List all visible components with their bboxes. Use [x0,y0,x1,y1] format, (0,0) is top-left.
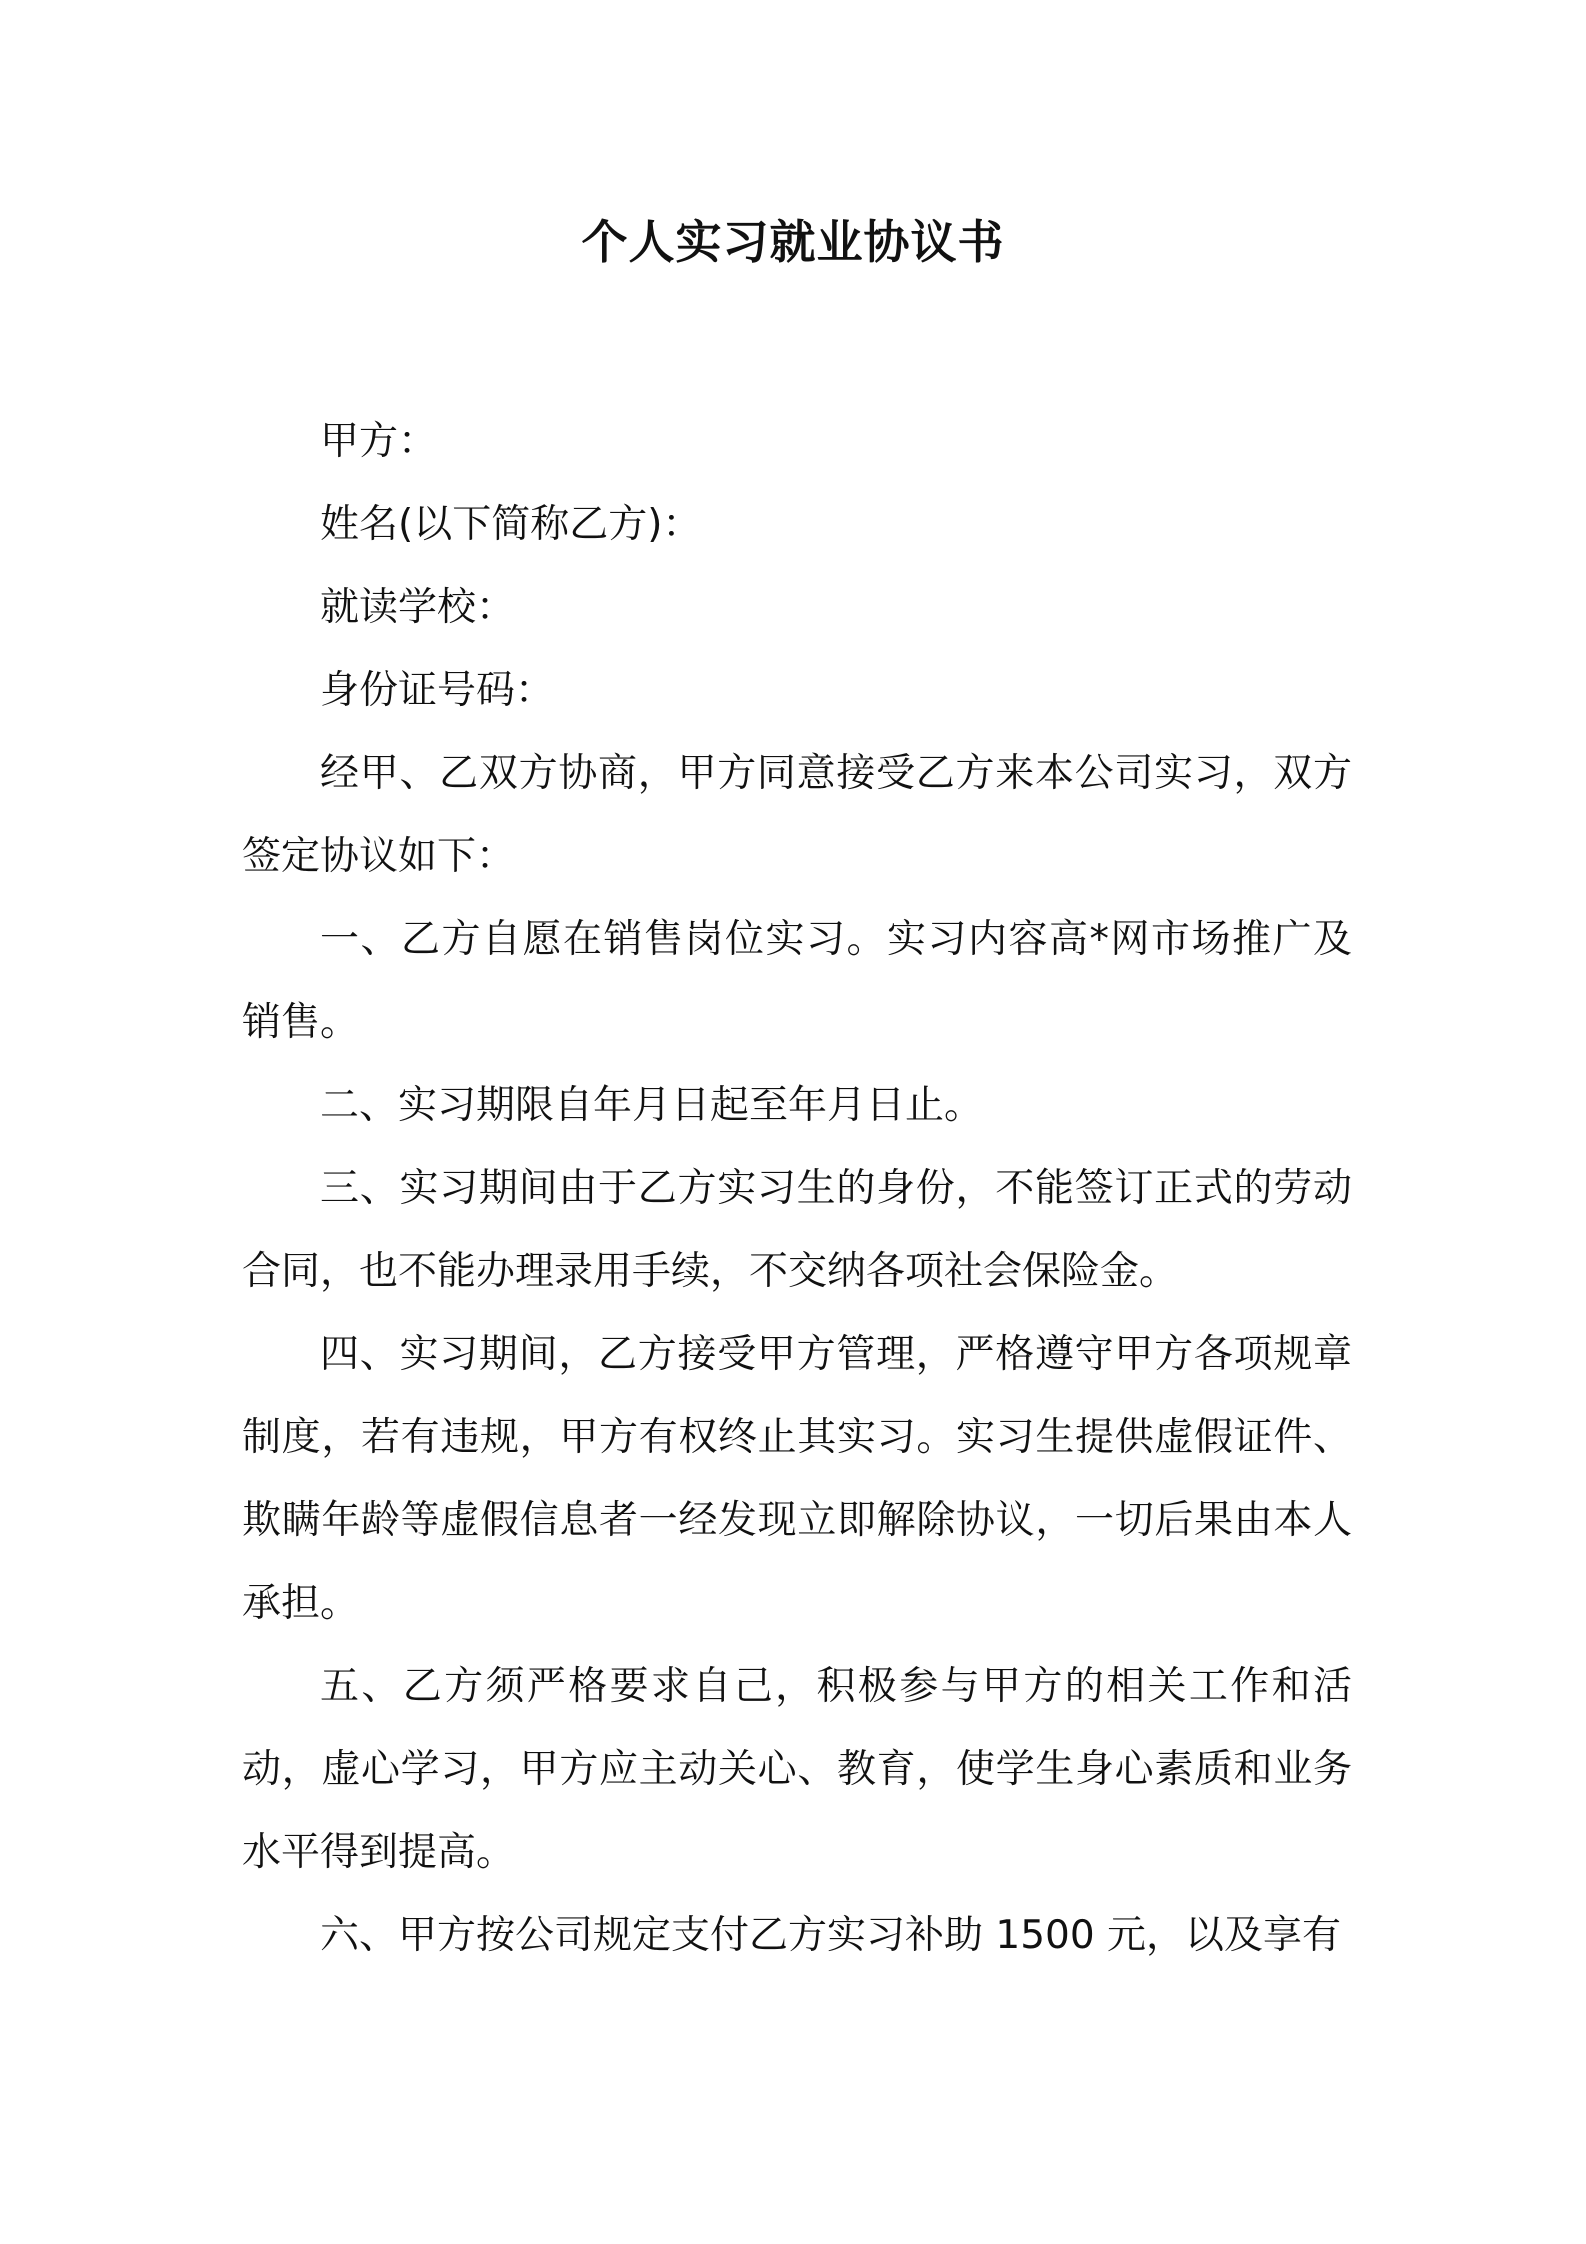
clause-1: 一、乙方自愿在销售岗位实习。实习内容高*网市场推广及销售。 [242,917,1352,1045]
document-title: 个人实习就业协议书 [581,215,1005,269]
field-name: 姓名(以下简称乙方)： [320,502,702,547]
field-school: 就读学校： [320,585,516,630]
field-party-a: 甲方： [320,419,438,464]
field-id-number: 身份证号码： [320,668,555,713]
clause-2: 二、实习期限自年月日起至年月日止。 [320,1083,984,1128]
paragraph-intro: 经甲、乙双方协商，甲方同意接受乙方来本公司实习，双方签定协议如下： [242,751,1352,879]
clause-6: 六、甲方按公司规定支付乙方实习补助 1500 元，以及享有 [320,1913,1342,1958]
document-body [242,400,1352,1977]
clause-4: 四、实习期间，乙方接受甲方管理，严格遵守甲方各项规章制度，若有违规，甲方有权终止其实习。实习生提供虚假证件、欺瞒年龄等虚假信息者一经发现立即解除协议，一切后果由本人承担。 [242,1332,1352,1626]
clause-3: 三、实习期间由于乙方实习生的身份，不能签订正式的劳动合同，也不能办理录用手续，不交纳各项社会保险金。 [242,1166,1352,1294]
clause-5: 五、乙方须严格要求自己，积极参与甲方的相关工作和活动，虚心学习，甲方应主动关心、教育，使学生身心素质和业务水平得到提高。 [242,1664,1352,1875]
